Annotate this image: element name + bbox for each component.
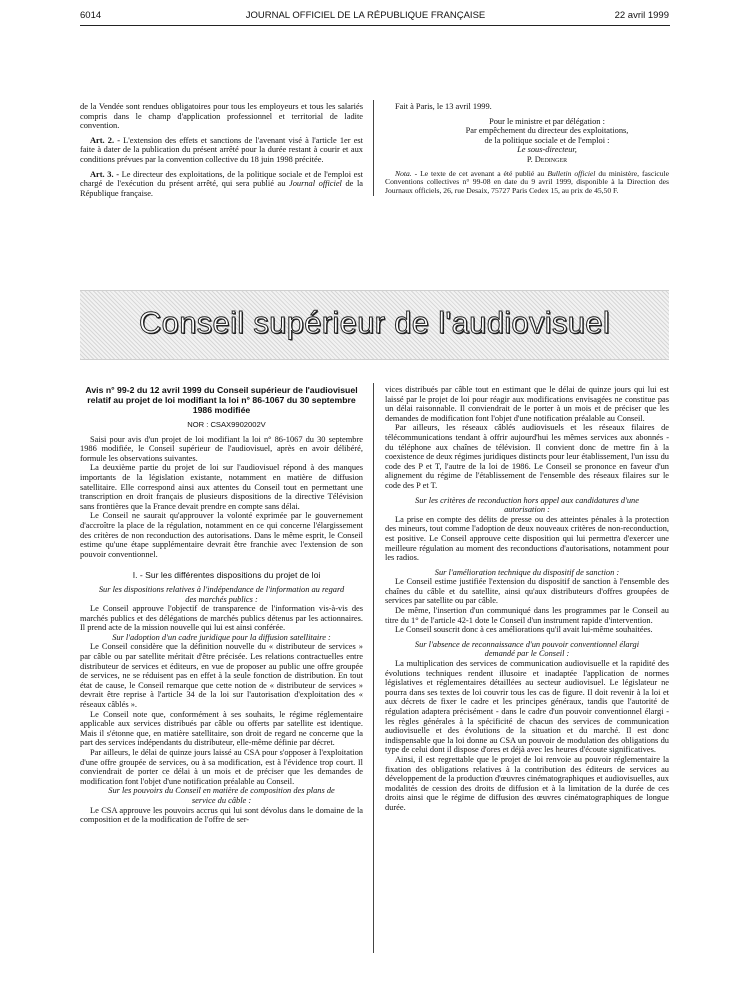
subheading: Sur les dispositions relatives à l'indépendance de l'information au regard des marchés publics : <box>98 584 345 604</box>
right-column <box>385 385 669 813</box>
paragraph: De même, l'insertion d'un communiqué dans les programmes par le Conseil au titre du 1° de l'article 42-1 dote le Conseil d'un instrument rapide d'intervention. <box>385 606 669 625</box>
paragraph: La prise en compte des délits de presse ou des atteintes pénales à la protection des mineurs, tout comme l'adoption de deux nouveaux critères de non-reconduction, est positive. Le Conseil approuve cette disposition qui lui permettra d'exercer une meilleure régulation au moment des reconductions d'autorisations, notamment pour les radios. <box>385 514 669 563</box>
paragraph: Le Conseil estime justifiée l'extension du dispositif de sanction à l'ensemble des chaînes du câble et du satellite, ainsi qu'aux distributeurs d'offres groupées de services par satellite ou par câble. <box>385 577 669 606</box>
nota-text: du ministère, fascicule Conventions collectives n° 99-08 en date du 9 avril 1999, disponible à la Direction des Journaux officiels, 26, rue Desaix, 75727 Paris Cedex 15, au prix de 45,50 F. <box>385 168 669 196</box>
article-label: Art. 3. - <box>90 169 119 179</box>
paragraph: Ainsi, il est regrettable que le projet de loi renvoie au pouvoir réglementaire la fixation des obligations relatives à la contribution des éditeurs de services au développement de la production d'œuvres cinématographiques et audiovisuelles, aux modalités de cession des droits de diffusion et à la limitation de la durée de ces droits ainsi que le régime de diffusion des œuvres cinématographiques de longue durée. <box>385 754 669 812</box>
signature-line: Par empêchement du directeur des exploitations, <box>465 126 629 136</box>
paragraph: La multiplication des services de communication audiovisuelle et la rapidité des évolutions techniques rendent illusoire et inadaptée l'application de normes législatives et réglementaires détaillées au secteur audiovisuel. Le législateur ne pourra dans ses textes de loi couvrir tous les cas de figure. Il doit revenir à la loi et aux décrets de fixer le cadre et les principes généraux, tandis que l'autorité de régulation adaptera précisément - dans le cadre d'un pouvoir conventionnel élargi - les règles générales à la spécificité de chacun des services de communication audiovisuelle et des évolutions de la situation et du marché. Il est donc indispensable que la loi donne au CSA un pouvoir de modulation des obligations du type de celui dont il dispose d'ores et déjà avec les heures d'écoute significatives. <box>385 659 669 755</box>
article-label: Art. 2. - <box>90 135 121 145</box>
column-divider <box>373 383 374 953</box>
paragraph: Le Conseil note que, conformément à ses souhaits, le régime réglementaire applicable aux services distribués par câble ou offerts par satellite est identique. Mais il s'étonne que, en matière satellitaire, son droit de regard ne concerne que la part des services indépendants du distributeur, elle-même définie par décret. <box>80 709 363 748</box>
issue-date: 22 avril 1999 <box>614 10 669 21</box>
subheading: Sur l'absence de reconnaissance d'un pouvoir conventionnel élargi demandé par le Conseil : <box>414 639 640 659</box>
signature-title: Le sous-directeur, <box>517 145 577 155</box>
place-date: Fait à Paris, le 13 avril 1999. <box>395 102 492 111</box>
paragraph: Le Conseil ne saurait qu'approuver la volonté exprimée par le gouvernement d'accroître la place de la régulation, notamment en ce qui concerne l'élargissement des critères de non reconduction des autorisations. Dans le même esprit, le Conseil estime qu'une étape supplémentaire devrait être franchie avec l'extension de son pouvoir conventionnel. <box>80 511 363 559</box>
paragraph: Par ailleurs, les réseaux câblés audiovisuels et les réseaux filaires de télécommunications tendant à offrir aujourd'hui les mêmes services aux abonnés - du téléphone aux chaînes de télévision. Il convient donc de mettre fin à la coexistence de deux régimes juridiques distincts pour leur établissement, l'un issu du code des P et T, l'autre de la loi de 1986. Le Conseil se prononce en faveur d'un alignement du régime de l'établissement de l'ensemble des réseaux filaires sur le code des P et T. <box>385 423 669 490</box>
paragraph: vices distribués par câble tout en estimant que le délai de quinze jours qui lui est laissé par le projet de loi pour réagir aux modifications envisagées ne constitue pas un délai raisonnable. Il conviendrait de le porter à un mois et de préciser que les demandes de modification font l'objet d'une notification préalable au Conseil. <box>385 385 669 423</box>
paragraph: Le Conseil considère que la définition nouvelle du « distributeur de services » par câble ou par satellite méritait d'être précisée. Les relations contractuelles entre distributeur de services et éditeurs, en vue de proposer au public une offre groupée de services, ne se réduisent pas en effet à la seule fonction de distribution. En tout état de cause, le Conseil remarque que cette notion de « distributeur de services » devrait être reprise à l'article 34 de la loi sur l'autorisation d'exploitation des « réseaux câblés ». <box>80 642 363 710</box>
top-left-column <box>80 102 363 198</box>
journal-title: JOURNAL OFFICIEL DE LA RÉPUBLIQUE FRANÇAISE <box>245 10 486 21</box>
bulletin-reference: Bulletin officiel <box>547 168 596 178</box>
article-text: de la République française. <box>80 179 363 198</box>
paragraph: La deuxième partie du projet de loi sur l'audiovisuel répond à des manques importants de la législation existante, notamment en matière de diffusion satellitaire. Elle correspond ainsi aux attentes du Conseil tout en permettant une transcription en droit français de plusieurs dispositions de la directive Télévision sans frontières que la France devait prendre en compte sans délai. <box>80 463 363 511</box>
paragraph: de la Vendée sont rendues obligatoires pour tous les employeurs et tous les salariés compris dans le champ d'application professionnel et territorial de ladite convention. <box>80 102 363 131</box>
paragraph: Saisi pour avis d'un projet de loi modifiant la loi n° 86-1067 du 30 septembre 1986 modifiée, le Conseil supérieur de l'audiovisuel, après en avoir délibéré, formule les observations suivantes. <box>80 434 363 463</box>
subheading: Sur les pouvoirs du Conseil en matière de composition des plans de service du câble : <box>108 786 335 805</box>
nota <box>385 170 669 196</box>
nota-label: Nota. <box>395 168 412 178</box>
paragraph: Le CSA approuve les pouvoirs accrus qui lui sont dévolus dans le domaine de la composition et de la modification de l'offre de ser- <box>80 805 363 825</box>
avis-title: Avis n° 99-2 du 12 avril 1999 du Conseil supérieur de l'audiovisuel relatif au projet de loi modifiant la loi n° 86-1067 du 30 septembre 1986 modifiée <box>85 385 358 415</box>
article-3 <box>80 170 363 199</box>
signatory-name: P. Dedinger <box>526 154 568 164</box>
section-heading: I. - Sur les différentes dispositions du projet de loi <box>132 570 321 581</box>
signature-line: de la politique sociale et de l'emploi : <box>484 135 610 145</box>
paragraph: Le Conseil approuve l'objectif de transparence de l'information vis-à-vis des marchés publics et des délégations de marchés publics détenus par les actionnaires. Il prend acte de la mission nouvelle qui lui est ainsi conférée. <box>80 604 363 633</box>
column-divider <box>373 100 374 196</box>
subheading: Sur les critères de reconduction hors appel aux candidatures d'une autorisation : <box>415 495 639 515</box>
header-rule <box>80 25 670 26</box>
page-header <box>0 10 731 34</box>
paragraph: Par ailleurs, le délai de quinze jours laissé au CSA pour s'opposer à l'exploitation d'une offre groupée de services, ou à sa modification, est à l'évidence trop court. Il conviendrait de porter ce délai à un mois et de préciser que les demandes de modification font l'objet d'une notification préalable au Conseil. <box>80 748 363 786</box>
article-2 <box>80 136 363 165</box>
nor-reference: NOR : CSAX9902002V <box>187 420 266 429</box>
left-column <box>80 385 363 825</box>
page-number: 6014 <box>80 10 102 21</box>
subheading: Sur l'adoption d'un cadre juridique pour la diffusion satellitaire : <box>112 632 331 642</box>
top-right-column <box>385 102 669 196</box>
banner-title: Conseil supérieur de l'audiovisuel <box>138 305 611 340</box>
article-text: Le directeur des exploitations, de la politique sociale et de l'emploi est chargé de l'exécution du présent arrêté, qui sera publié au <box>80 169 363 189</box>
article-text: L'extension des effets et sanctions de l'avenant visé à l'article 1er est faite à dater de la publication du présent arrêté pour la durée restant à courir et aux conditions prévues par la convention collective du 18 juin 1998 précitée. <box>80 135 364 164</box>
subheading: Sur l'amélioration technique du dispositif de sanction : <box>434 567 620 577</box>
paragraph: Le Conseil souscrit donc à ces améliorations qu'il avait lui-même souhaitées. <box>395 625 653 635</box>
section-banner <box>80 290 669 360</box>
journal-reference: Journal officiel <box>289 179 342 189</box>
signature-line: Pour le ministre et par délégation : <box>489 116 605 126</box>
nota-text: - Le texte de cet avenant a été publié au <box>411 168 548 178</box>
